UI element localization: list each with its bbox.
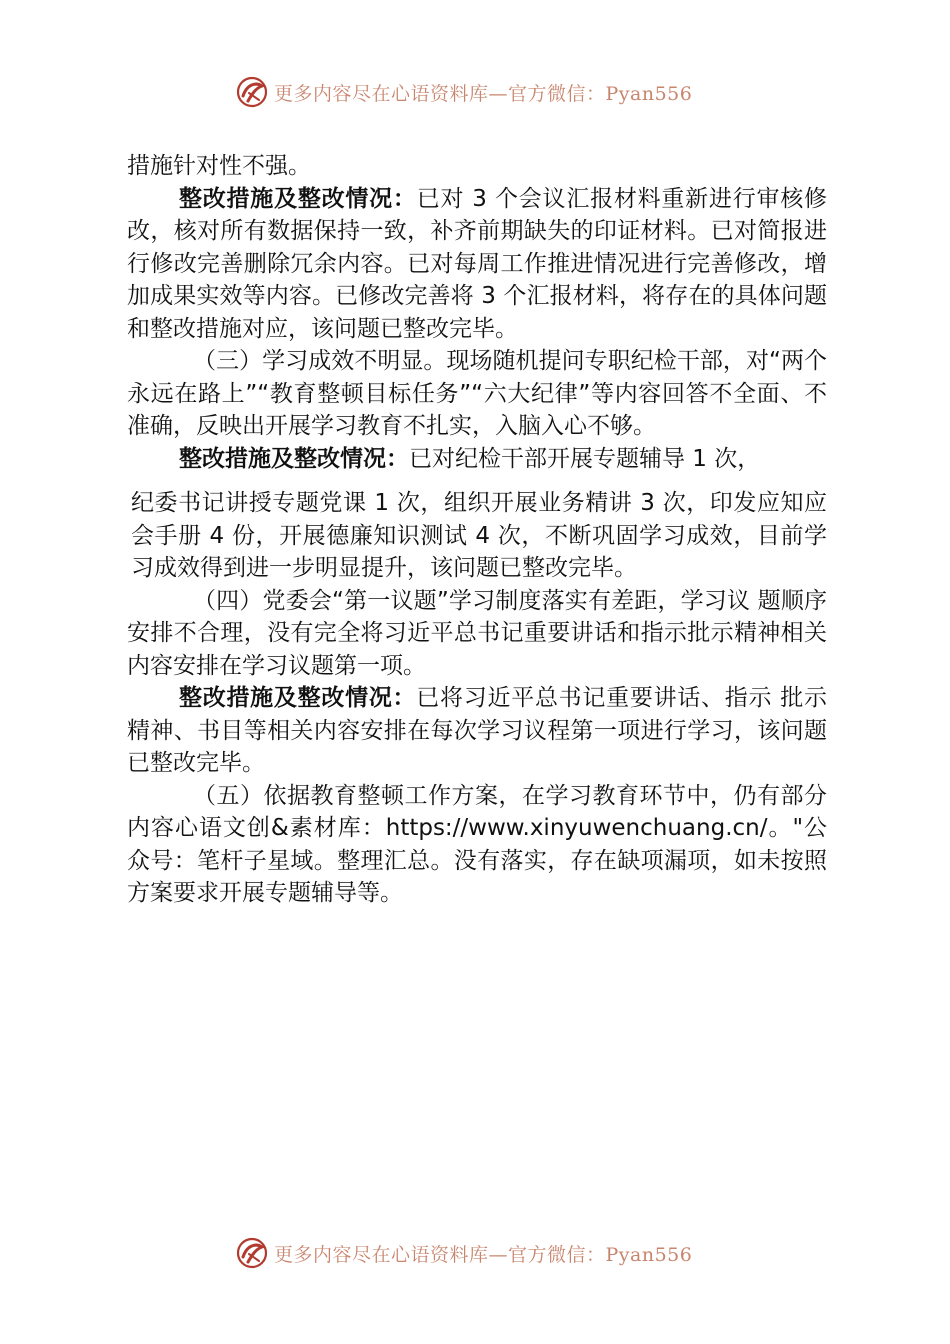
watermark-text: 更多内容尽在心语资料库—官方微信：Pyan556 — [274, 82, 693, 105]
paragraph — [127, 183, 827, 346]
logo-icon — [234, 1235, 270, 1271]
footer-watermark — [234, 1233, 734, 1273]
paragraph-text: 已对纪检干部开展专题辅导 1 次， — [409, 445, 761, 472]
paragraph — [127, 780, 827, 910]
paragraph — [127, 585, 827, 683]
paragraph — [127, 682, 827, 780]
paragraph — [127, 443, 827, 476]
watermark-text: 更多内容尽在心语资料库—官方微信：Pyan556 — [274, 1243, 693, 1266]
paragraph-text: 措施针对性不强。 — [127, 153, 311, 179]
paragraph-text: 已对 3 个会议汇报材料重新进行审核修改，核对所有数据保持一致，补齐前期缺失的印证材料。已对简报进行修改完善删除冗余内容。已对每周工作推进情况进行完善修改，增加成果实效等内容。已修改完善将 3 个汇报材料，将存在的具体问题和整改措施对应，该问题已整改完毕。 — [127, 185, 827, 342]
paragraph — [127, 487, 827, 585]
paragraph — [127, 345, 827, 443]
paragraph-text: （三）学习成效不明显。现场随机提问专职纪检干部，对“两个永远在路上”“教育整顿目标任务”“六大纪律”等内容回答不全面、不准确，反映出开展学习教育不扎实，入脑入心不够。 — [127, 348, 827, 439]
paragraph-text: （四）党委会“第一议题”学习制度落实有差距，学习议 题顺序安排不合理，没有完全将习近平总书记重要讲话和指示批示精神相关内容安排在学习议题第一项。 — [127, 587, 827, 679]
paragraph-text: 纪委书记讲授专题党课 1 次，组织开展业务精讲 3 次，印发应知应会手册 4 份，开展德廉知识测试 4 次，不断巩固学习成效，目前学习成效得到进一步明显提升，该问题已整改完毕。 — [131, 490, 827, 581]
header-watermark — [234, 72, 734, 112]
paragraph-text: （五）依据教育整顿工作方案，在学习教育环节中，仍有部分内容心语文创&素材库：https://www.xinyuwenchuang.cn/。"公众号：笔杆子星域。整理汇总。没有落实，存在缺项漏项，如未按照方案要求开展专题辅导等。 — [127, 782, 827, 906]
logo-icon — [234, 74, 270, 110]
document-body — [127, 150, 827, 910]
paragraph — [127, 150, 827, 183]
rectification-label: 整改措施及整改情况： — [179, 185, 417, 212]
rectification-label: 整改措施及整改情况： — [179, 685, 417, 711]
paragraph-text: 已将习近平总书记重要讲话、指示 批示精神、书目等相关内容安排在每次学习议程第一项进行学习，该问题已整改完毕。 — [127, 685, 828, 776]
rectification-label: 整改措施及整改情况： — [179, 445, 409, 472]
